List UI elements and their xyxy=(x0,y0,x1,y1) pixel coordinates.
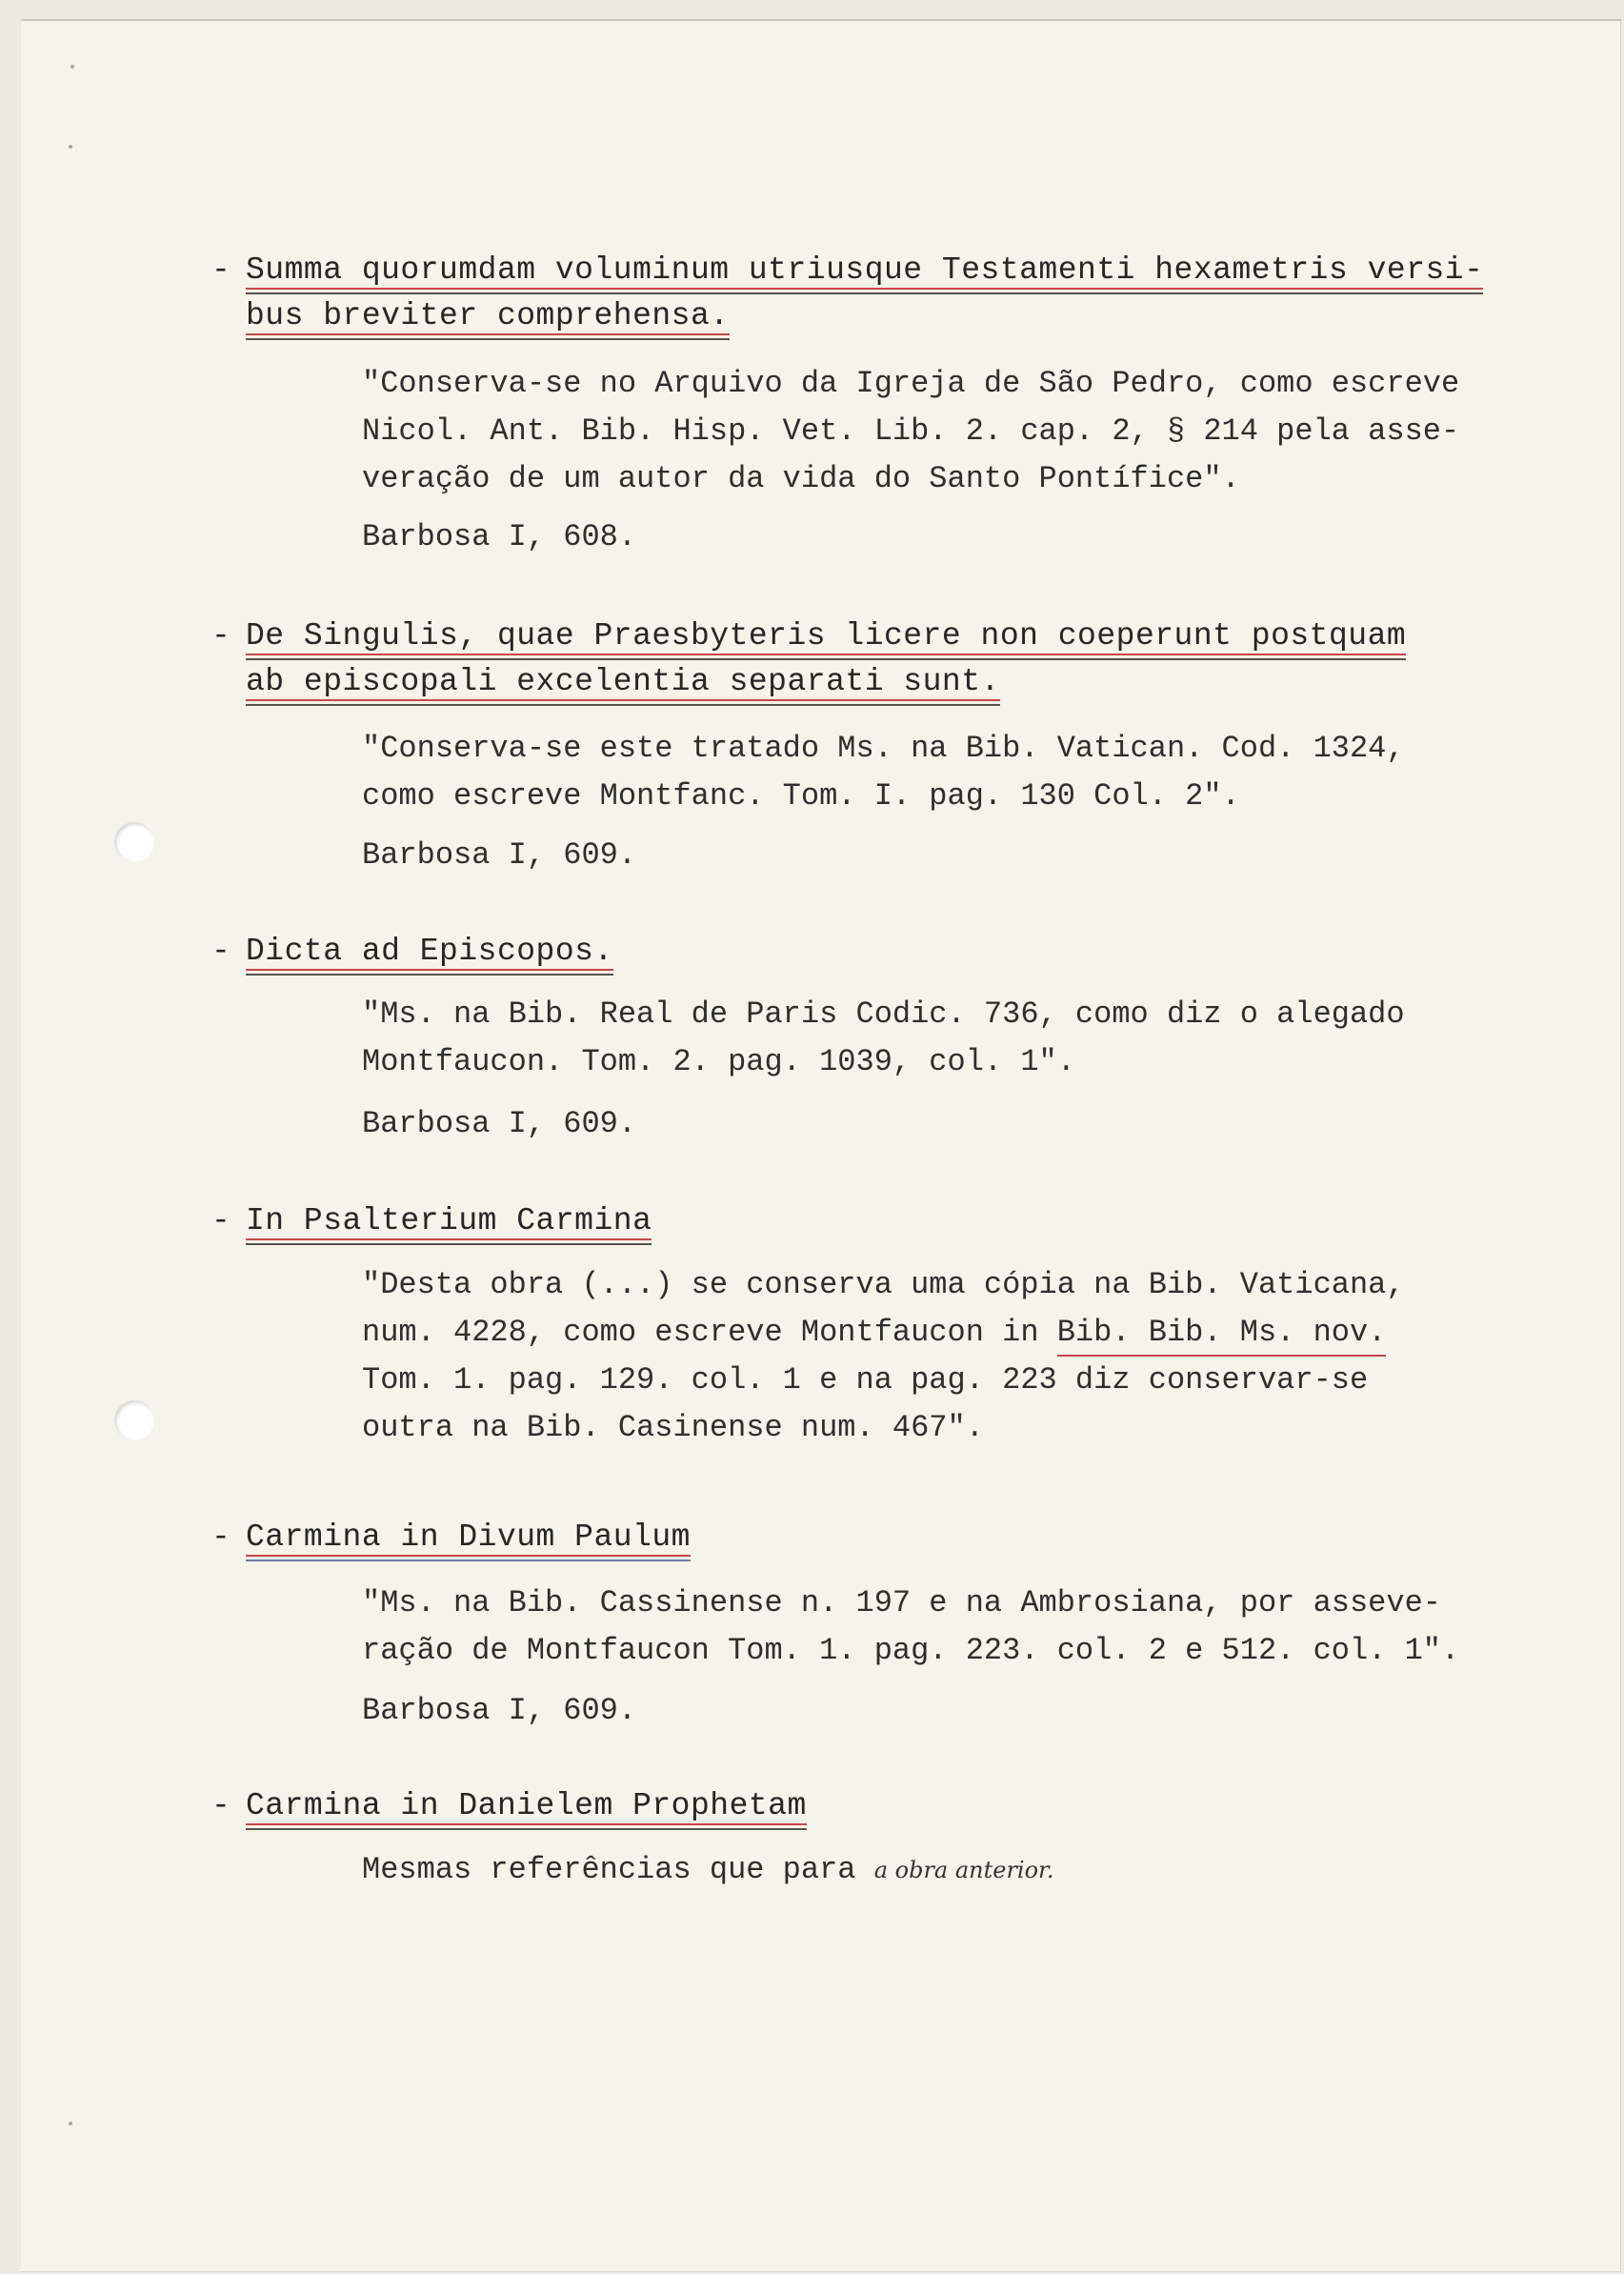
quote-line: Montfaucon. Tom. 2. pag. 1039, col. 1". xyxy=(362,1044,1075,1079)
entry-quote xyxy=(362,1261,1405,1452)
quote-line: "Desta obra (...) se conserva uma cópia na Bib. Vaticana, xyxy=(362,1267,1405,1302)
quote-line: outra na Bib. Casinense num. 467". xyxy=(362,1410,984,1445)
document-page xyxy=(21,19,1621,2272)
title-line: De Singulis, quae Praesbyteris licere non coeperunt postquam xyxy=(246,614,1406,659)
entry-reference: Barbosa I, 608. xyxy=(362,519,637,554)
quote-line: "Ms. na Bib. Real de Paris Codic. 736, como diz o alegado xyxy=(362,996,1405,1032)
entry-reference: Barbosa I, 609. xyxy=(362,1106,637,1141)
quote-line: "Ms. na Bib. Cassinense n. 197 e na Ambrosiana, por asseve- xyxy=(362,1585,1441,1620)
entry-title: - Dicta ad Episcopos. xyxy=(246,929,613,975)
entry-quote xyxy=(362,725,1405,820)
quote-line: Tom. 1. pag. 129. col. 1 e na pag. 223 diz conservar-se xyxy=(362,1362,1369,1398)
entry-title: - De Singulis, quae Praesbyteris licere non coeperunt postquam ab episcopali excelentia separati sunt. xyxy=(246,614,1406,705)
title-line: Carmina in Divum Paulum xyxy=(246,1515,691,1560)
title-line: Dicta ad Episcopos. xyxy=(246,929,613,975)
entry-title: - Summa quorumdam voluminum utriusque Testamenti hexametris versi- bus breviter comprehensa. xyxy=(246,248,1483,339)
quote-line: ração de Montfaucon Tom. 1. pag. 223. col. 2 e 512. col. 1". xyxy=(362,1633,1460,1668)
paper-speck xyxy=(69,2122,72,2125)
quote-line: num. 4228, como escreve Montfaucon in Bib. Bib. Ms. nov. xyxy=(362,1309,1405,1357)
entry-title: - Carmina in Danielem Prophetam xyxy=(246,1783,807,1829)
punch-hole-lower xyxy=(114,1400,154,1440)
title-line: In Psalterium Carmina xyxy=(246,1198,652,1244)
entry-quote xyxy=(362,1846,1054,1894)
title-line: Summa quorumdam voluminum utriusque Testamenti hexametris versi- xyxy=(246,248,1483,293)
paper-speck xyxy=(69,145,72,149)
page-top-edge xyxy=(21,19,1621,21)
entry-reference: Barbosa I, 609. xyxy=(362,1693,637,1728)
entry-quote xyxy=(362,991,1405,1086)
entry-title: - Carmina in Divum Paulum xyxy=(246,1515,691,1560)
title-line: Carmina in Danielem Prophetam xyxy=(246,1783,807,1829)
underlined-reference: Bib. Bib. Ms. nov. xyxy=(1057,1309,1387,1357)
quote-line: Mesmas referências que para a obra anterior. xyxy=(362,1852,1054,1887)
entry-quote xyxy=(362,1580,1459,1675)
entry-quote xyxy=(362,360,1459,503)
quote-line: "Conserva-se no Arquivo da Igreja de São Pedro, como escreve xyxy=(362,366,1460,401)
quote-line: Nicol. Ant. Bib. Hisp. Vet. Lib. 2. cap. 2, § 214 pela asse- xyxy=(362,413,1460,449)
entry-reference: Barbosa I, 609. xyxy=(362,837,637,873)
entry-title: - In Psalterium Carmina xyxy=(246,1198,652,1244)
handwritten-note: a obra anterior. xyxy=(873,1857,1054,1883)
title-line: bus breviter comprehensa. xyxy=(246,293,730,339)
paper-speck xyxy=(70,65,74,69)
quote-line: como escreve Montfanc. Tom. I. pag. 130 Col. 2". xyxy=(362,778,1240,814)
quote-line: veração de um autor da vida do Santo Pontífice". xyxy=(362,461,1240,496)
punch-hole-upper xyxy=(114,822,154,862)
quote-line: "Conserva-se este tratado Ms. na Bib. Vatican. Cod. 1324, xyxy=(362,731,1405,766)
title-line: ab episcopali excelentia separati sunt. xyxy=(246,659,1000,705)
